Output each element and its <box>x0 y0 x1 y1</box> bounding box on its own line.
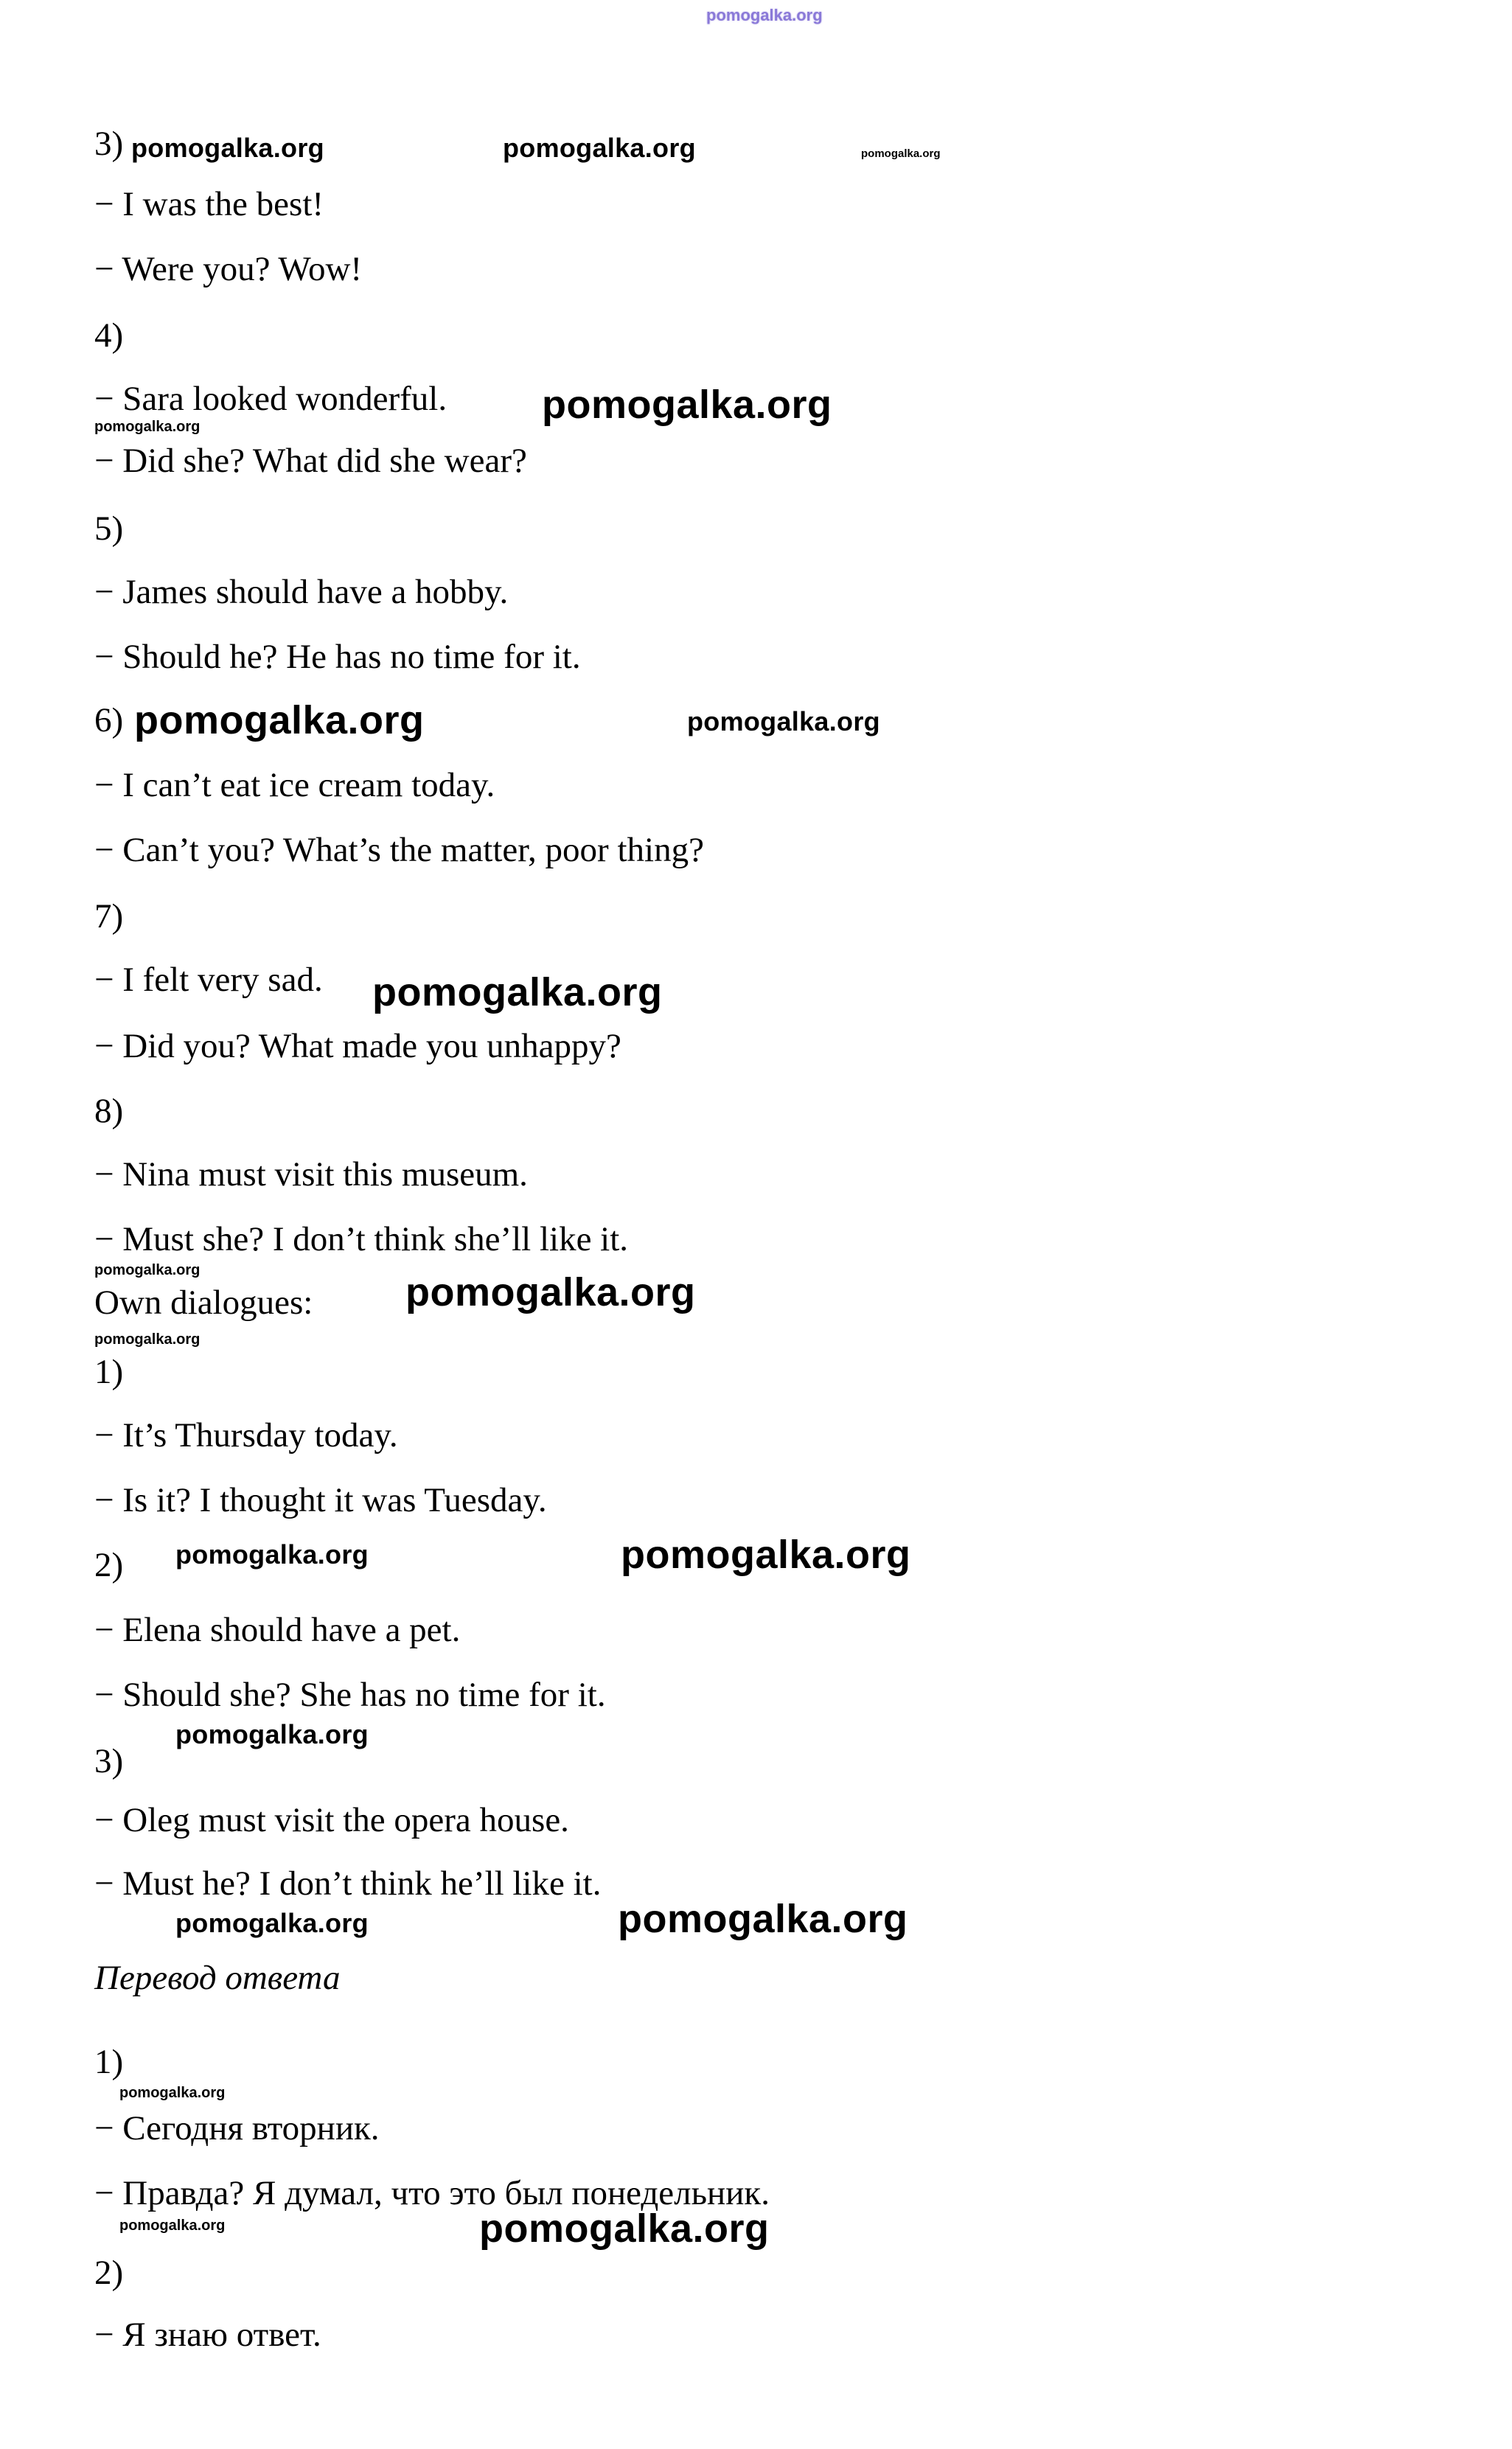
watermark: pomogalka.org <box>861 147 941 160</box>
dialogue-line: − Is it? I thought it was Tuesday. <box>94 1481 547 1519</box>
dialogue-line: − Were you? Wow! <box>94 250 363 288</box>
dialogue-line: − I felt very sad. <box>94 961 323 999</box>
section-heading: Own dialogues: <box>94 1283 313 1322</box>
watermark: pomogalka.org <box>94 1262 201 1278</box>
watermark-header: pomogalka.org <box>706 6 823 24</box>
dialogue-line: − Must she? I don’t think she’ll like it. <box>94 1220 629 1258</box>
section-number: 6) <box>94 701 124 739</box>
dialogue-line: − Should she? She has no time for it. <box>94 1676 606 1714</box>
section-number: 3) <box>94 125 124 163</box>
section-number: 3) <box>94 1742 124 1780</box>
dialogue-line: − Did she? What did she wear? <box>94 442 527 480</box>
watermark: pomogalka.org <box>503 133 696 163</box>
watermark: pomogalka.org <box>175 1719 369 1749</box>
watermark: pomogalka.org <box>134 698 425 742</box>
dialogue-line: − Can’t you? What’s the matter, poor thing? <box>94 831 704 869</box>
dialogue-line: − I was the best! <box>94 185 324 223</box>
dialogue-line: − Я знаю ответ. <box>94 2316 321 2354</box>
watermark: pomogalka.org <box>94 1331 201 1348</box>
dialogue-line: − Should he? He has no time for it. <box>94 638 581 676</box>
watermark: pomogalka.org <box>479 2206 770 2251</box>
section-number: 5) <box>94 509 124 548</box>
watermark: pomogalka.org <box>94 419 201 435</box>
watermark: pomogalka.org <box>687 706 880 736</box>
section-number: 1) <box>94 1353 124 1391</box>
watermark: pomogalka.org <box>618 1897 908 1941</box>
watermark: pomogalka.org <box>175 1539 369 1570</box>
section-number: 2) <box>94 2254 124 2292</box>
section-number: 4) <box>94 316 124 355</box>
section-number: 7) <box>94 897 124 936</box>
dialogue-line: − James should have a hobby. <box>94 573 509 611</box>
dialogue-line: − Did you? What made you unhappy? <box>94 1027 621 1065</box>
dialogue-line: − Nina must visit this museum. <box>94 1155 528 1194</box>
dialogue-line: − Правда? Я думал, что это был понедельник. <box>94 2174 770 2212</box>
watermark: pomogalka.org <box>175 1908 369 1938</box>
dialogue-line: − Must he? I don’t think he’ll like it. <box>94 1864 602 1903</box>
section-number: 2) <box>94 1546 124 1584</box>
dialogue-line: − Сегодня вторник. <box>94 2109 380 2147</box>
section-number: 8) <box>94 1092 124 1130</box>
watermark: pomogalka.org <box>542 383 832 427</box>
dialogue-line: − Oleg must visit the opera house. <box>94 1801 569 1839</box>
watermark: pomogalka.org <box>372 970 663 1014</box>
watermark: pomogalka.org <box>405 1270 696 1314</box>
section-number: 1) <box>94 2043 124 2081</box>
dialogue-line: − Sara looked wonderful. <box>94 380 447 418</box>
translation-heading: Перевод ответа <box>94 1959 341 1997</box>
watermark: pomogalka.org <box>119 2218 226 2234</box>
dialogue-line: − I can’t eat ice cream today. <box>94 766 495 804</box>
watermark: pomogalka.org <box>621 1533 911 1577</box>
dialogue-line: − It’s Thursday today. <box>94 1416 398 1455</box>
dialogue-line: − Elena should have a pet. <box>94 1611 461 1649</box>
watermark: pomogalka.org <box>119 2085 226 2101</box>
watermark: pomogalka.org <box>131 133 324 163</box>
